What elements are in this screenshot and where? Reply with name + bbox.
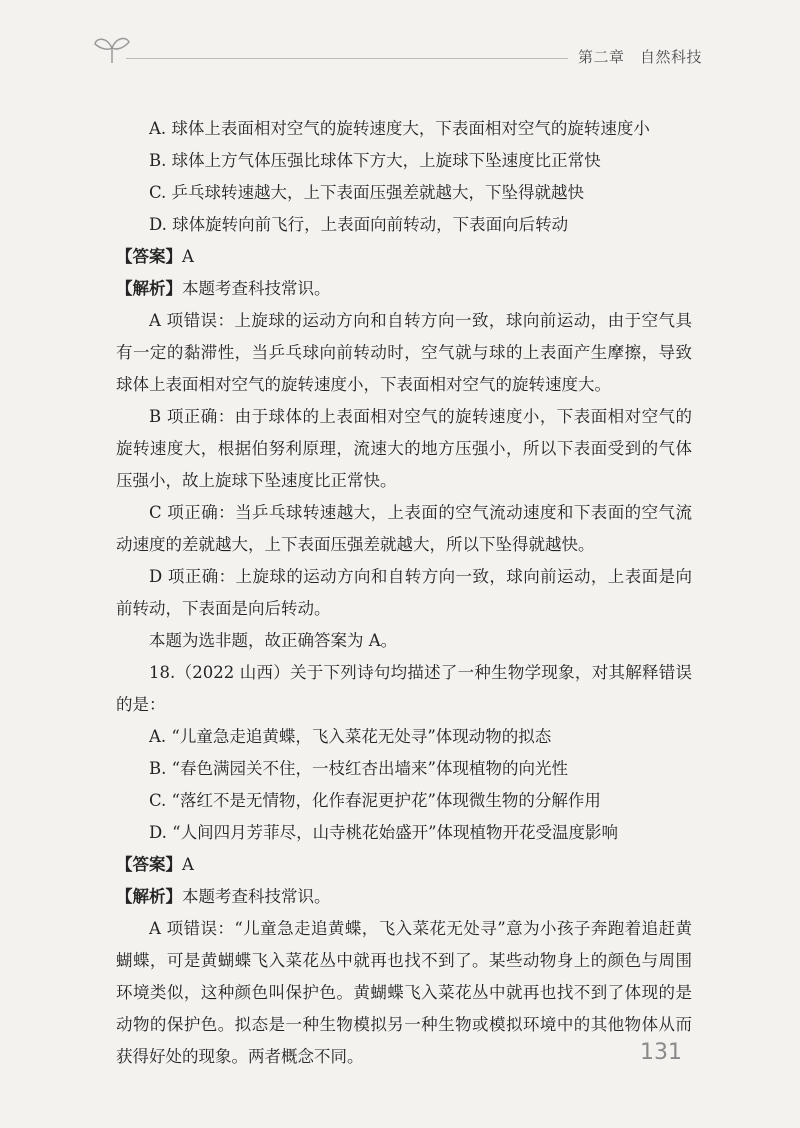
- chapter-title: 第二章 自然科技: [578, 48, 703, 66]
- paragraph: A 项错误：上旋球的运动方向和自转方向一致，球向前运动，由于空气具有一定的黏滞性，当乒乓球向前转动时，空气就与球的上表面产生摩擦，导致球体上表面相对空气的旋转速度小，下表面相对空气的旋转速度大。: [116, 311, 692, 394]
- option-line: D. “人间四月芳菲尽，山寺桃花始盛开”体现植物开花受温度影响: [149, 823, 619, 842]
- option-line: C. 乒乓球转速越大，上下表面压强差就越大，下坠得就越快: [149, 183, 585, 202]
- answer-tag: 【解析】: [116, 279, 182, 298]
- answer-line: [116, 241, 692, 273]
- answer-text: A: [182, 247, 194, 266]
- option-line: A. “儿童急走追黄蝶，飞入菜花无处寻”体现动物的拟态: [149, 727, 552, 746]
- sprout-icon: [92, 30, 132, 66]
- answer-tag: 【解析】: [116, 887, 182, 906]
- option-line: B. “春色满园关不住，一枝红杏出墙来”体现植物的向光性: [149, 759, 568, 778]
- paragraph: C 项正确：当乒乓球转速越大，上表面的空气流动速度和下表面的空气流动速度的差就越大，上下表面压强差就越大，所以下坠得就越快。: [116, 503, 692, 554]
- answer-line: [116, 881, 692, 913]
- answer-text: 本题考查科技常识。: [182, 887, 331, 906]
- header-rule: [126, 58, 568, 59]
- page-number: 131: [640, 1040, 682, 1065]
- option-line: B. 球体上方气体压强比球体下方大，上旋球下坠速度比正常快: [149, 151, 601, 170]
- option-line: D. 球体旋转向前飞行，上表面向前转动，下表面向后转动: [149, 215, 569, 234]
- answer-text: 本题考查科技常识。: [182, 279, 331, 298]
- option-line: A. 球体上表面相对空气的旋转速度大，下表面相对空气的旋转速度小: [149, 119, 650, 138]
- answer-line: [116, 849, 692, 881]
- answer-text: A: [182, 855, 194, 874]
- answer-tag: 【答案】: [116, 855, 182, 874]
- paragraph: 本题为选非题，故正确答案为 A。: [149, 631, 398, 650]
- answer-tag: 【答案】: [116, 247, 182, 266]
- option-line: C. “落红不是无情物，化作春泥更护花”体现微生物的分解作用: [149, 791, 601, 810]
- answer-line: [116, 273, 692, 305]
- page-header: [0, 0, 800, 80]
- paragraph: B 项正确：由于球体的上表面相对空气的旋转速度小，下表面相对空气的旋转速度大，根据伯努利原理，流速大的地方压强小，所以下表面受到的气体压强小，故上旋球下坠速度比正常快。: [116, 407, 692, 490]
- paragraph: D 项正确：上旋球的运动方向和自转方向一致，球向前运动，上表面是向前转动，下表面是向后转动。: [116, 567, 692, 618]
- paragraph: A 项错误：“儿童急走追黄蝶，飞入菜花无处寻”意为小孩子奔跑着追赶黄蝴蝶，可是黄蝴蝶飞入菜花丛中就再也找不到了。某些动物身上的颜色与周围环境类似，这种颜色叫保护色。黄蝴蝶飞入菜花丛中就再也找不到了体现的是动物的保护色。拟态是一种生物模拟另一种生物或模拟环境中的其他物体从而获得好处的现象。两者概念不同。: [116, 919, 692, 1066]
- paragraph: 18.（2022 山西）关于下列诗句均描述了一种生物学现象，对其解释错误的是：: [116, 663, 692, 714]
- page-body: [116, 113, 692, 1073]
